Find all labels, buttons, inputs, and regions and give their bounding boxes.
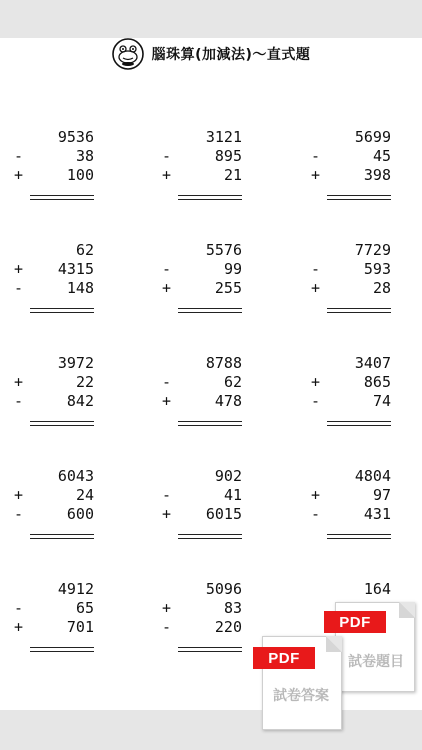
problem-line [162,392,242,411]
operand: 100 [66,166,94,184]
operator: + [311,166,321,184]
problem-1 [14,128,94,200]
operand: 8788 [205,354,242,372]
operand: 164 [363,580,391,598]
answer-double-line [327,308,391,313]
worksheet-title: 腦珠算(加減法)～直式題 [151,47,311,63]
operator: - [162,260,172,278]
problem-line [14,241,94,260]
operator [14,580,28,599]
operator: - [311,260,321,278]
answer-double-line [327,195,391,200]
operand: 6043 [57,467,94,485]
problem-line [14,505,94,524]
operand: 398 [363,166,391,184]
operator: - [311,392,321,410]
problem-6 [311,241,391,313]
operator [311,241,325,260]
problem-line [14,486,94,505]
problem-line [162,279,242,298]
operator [162,241,176,260]
operand: 4315 [57,260,94,278]
operator: - [311,505,321,523]
operator: + [162,505,172,523]
operand: 600 [66,505,94,523]
operand: 45 [372,147,391,165]
operand: 148 [66,279,94,297]
operator: - [311,147,321,165]
operand: 4804 [354,467,391,485]
operator [311,618,325,637]
pdf-questions-file[interactable] [335,602,415,692]
problem-line [14,580,94,599]
problem-12 [311,467,391,539]
operator: + [14,486,24,504]
problem-3 [311,128,391,200]
answer-double-line [327,534,391,539]
problem-2 [162,128,242,200]
operand: 701 [66,618,94,636]
operator: - [14,505,24,523]
operand: 97 [372,486,391,504]
problem-line [162,373,242,392]
problem-line [311,260,391,279]
problem-line [14,354,94,373]
problem-line [311,279,391,298]
operator: + [14,373,24,391]
pdf-answers-caption: 試卷答案 [273,688,329,704]
problem-line [162,166,242,185]
problem-line [14,392,94,411]
operand: 41 [223,486,242,504]
operand: 99 [223,260,242,278]
answer-double-line [178,647,242,652]
operand: 9536 [57,128,94,146]
problem-line [162,260,242,279]
problem-line [162,618,242,637]
problem-4 [14,241,94,313]
operand: 83 [223,599,242,617]
problem-line [14,618,94,637]
problem-5 [162,241,242,313]
problem-line [162,128,242,147]
problem-line [311,166,391,185]
operator: + [162,599,172,617]
operator: + [162,166,172,184]
problem-line [162,354,242,373]
problem-line [311,147,391,166]
problem-line [311,373,391,392]
problem-line [162,580,242,599]
operator [14,467,28,486]
operand: 593 [363,260,391,278]
problem-13 [14,580,94,652]
operand: 38 [75,147,94,165]
problem-line [162,241,242,260]
problem-11 [162,467,242,539]
operator: - [162,373,172,391]
operand: 902 [214,467,242,485]
problem-line [162,505,242,524]
problem-line [162,486,242,505]
operator: - [162,486,172,504]
problem-line [311,467,391,486]
pdf-questions-caption: 試卷題目 [348,654,404,670]
operator [162,580,176,599]
answer-double-line [30,195,94,200]
operand: 62 [223,373,242,391]
answer-double-line [178,195,242,200]
operand: 3407 [354,354,391,372]
problem-line [162,599,242,618]
answer-double-line [327,421,391,426]
operator [311,580,325,599]
operand: 220 [214,618,242,636]
operand: 22 [75,373,94,391]
problem-line [14,166,94,185]
operand: 431 [363,505,391,523]
problem-line [14,260,94,279]
operator: + [311,486,321,504]
operand: 5096 [205,580,242,598]
operand: 3972 [57,354,94,372]
problem-line [311,128,391,147]
operator [162,467,176,486]
problem-line [311,354,391,373]
answer-double-line [178,308,242,313]
operand: 478 [214,392,242,410]
operator [14,128,28,147]
problem-line [14,279,94,298]
operand: 865 [363,373,391,391]
operator: + [14,166,24,184]
operand: 28 [372,279,391,297]
frog-logo-icon [112,38,144,70]
operator: - [14,279,24,297]
problem-line [311,486,391,505]
operand: 255 [214,279,242,297]
operator [14,241,28,260]
operand: 842 [66,392,94,410]
operator: - [14,599,24,617]
worksheet-header [0,36,422,72]
problem-line [162,467,242,486]
answer-double-line [30,308,94,313]
pdf-answers-badge: PDF [253,647,315,669]
answer-double-line [30,647,94,652]
problem-line [311,580,391,599]
problem-9 [311,354,391,426]
problem-line [14,467,94,486]
problem-8 [162,354,242,426]
operator: - [162,147,172,165]
operator [311,128,325,147]
operand: 21 [223,166,242,184]
operand: 5699 [354,128,391,146]
operator [311,599,325,618]
operator: - [14,147,24,165]
operand: 3121 [205,128,242,146]
operator: + [162,392,172,410]
operand: 7729 [354,241,391,259]
problem-line [162,147,242,166]
operand: 5576 [205,241,242,259]
answer-double-line [178,534,242,539]
problem-line [14,147,94,166]
answer-double-line [178,421,242,426]
answer-double-line [30,421,94,426]
problem-line [14,128,94,147]
operator: - [162,618,172,636]
problem-line [311,505,391,524]
operand: 24 [75,486,94,504]
operand: 895 [214,147,242,165]
operator: + [14,260,24,278]
operator [311,467,325,486]
problem-line [311,241,391,260]
operand: 74 [372,392,391,410]
pdf-answers-file[interactable] [262,636,342,730]
operand: 65 [75,599,94,617]
problem-14 [162,580,242,652]
pdf-questions-badge: PDF [324,611,386,633]
operand: 62 [75,241,94,259]
operator [162,354,176,373]
problem-7 [14,354,94,426]
problem-line [14,373,94,392]
operator: + [311,279,321,297]
operator [311,354,325,373]
problem-10 [14,467,94,539]
operator: + [14,618,24,636]
operator [14,354,28,373]
problem-line [14,599,94,618]
operator: + [162,279,172,297]
operator: - [14,392,24,410]
operator: + [311,373,321,391]
operand: 6015 [205,505,242,523]
answer-double-line [30,534,94,539]
operand: 4912 [57,580,94,598]
operator [162,128,176,147]
problem-line [311,392,391,411]
